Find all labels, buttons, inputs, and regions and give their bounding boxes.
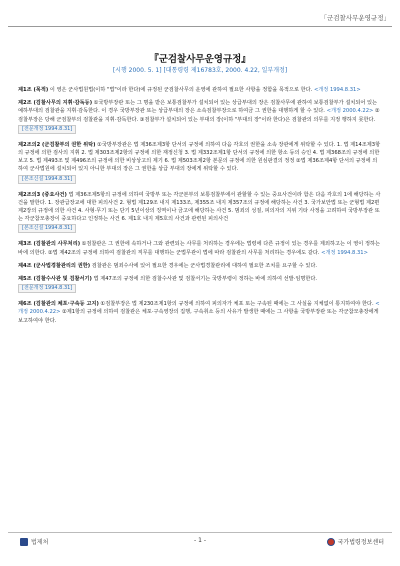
- footer-right: [327, 537, 384, 546]
- article-text: ①국방부장관은 법 제36조제3항 단서의 규정에 의하여 다음 각호의 권한을 소속 장관에게 위탁할 수 있다. 1. 법 제14조제3항의 규정에 의한 검사의 지휘 2. 법 제303조제2항의 규정에 의한 재정신청 3. 법 제332조제1항 단서의 규정에 의한 항소 등의 승인 4. 법 제368조의 규정에 의한 보고 5. 법 제493조 및 제496조의 규정에 의한 비상상고의 제기 6. 법 제503조제2항 본문의 규정에 의한 원심판결의 정정 ②법 제36조제4항 단서의 규정에 의하여 군사법원에 설치되어 있지 아니한 부대의 장은 그 권한을 상급 부대의 장에게 위탁할 수 있다.: [18, 141, 381, 173]
- article-heading: 제2조의2 (군검찰부의 권한 위탁): [18, 141, 96, 148]
- header-rule: [8, 26, 392, 27]
- amendment-note: <개정 2000.4.22>: [326, 108, 374, 115]
- article: [18, 300, 382, 325]
- article: [18, 99, 382, 136]
- doc-subtitle: [시행 2000. 5. 1] [대통령령 제16783호, 2000. 4.22, 일부개정]: [112, 67, 288, 74]
- article-text: ①검찰부장은 법 제230조제1항의 규정에 의하여 피의자가 체포 또는 구속된 때에는 그 사실을 지체없이 통지하여야 한다.: [98, 301, 374, 308]
- amendment-note: <개정 1994.8.31>: [313, 87, 361, 93]
- article-heading: 제2조 (검찰사무의 지휘·감독등): [18, 100, 93, 107]
- running-header: 「군검찰사무운영규정」: [320, 14, 390, 22]
- page-number: - 1 -: [194, 537, 206, 544]
- revision-tag: [전문개정 1994.8.31]: [18, 125, 76, 134]
- article-text: 법 제36조제5항의 규정에 의하여 국방부 또는 각군본부의 보통검찰부에서 관할할 수 있는 중요사건이라 함은 다음 각호의 1에 해당하는 사건을 말한다. 1. 장관급장교에 대한 피의사건 2. 형법 제129조 내지 제133조, 제355조 내지 제357조의 규정에 해당하는 사건 3. 국가보안법 또는 군형법 제2편제2장의 규정에 의한 사건 4. 사형·무기 또는 단기 5년이상의 징역이나 금고에 해당하는 사건 5. 범죄의 성질, 피의자의 지위 기타 사정을 고려하여 국방부장관 또는 각군참모총장이 중요하다고 인정하는 사건 6. 제1호 내지 제5호의 사건과 관련된 피의사건: [18, 191, 381, 223]
- article-heading: 제1조 (목적): [18, 87, 49, 93]
- footer-left-label: 법제처: [31, 539, 49, 546]
- article-text: 검찰관은 범죄수사에 있어 필요한 경우에는 군사법경찰관리에 대하여 필요한 조치를 요구할 수 있다.: [90, 262, 318, 269]
- article: [18, 191, 382, 236]
- article: [18, 262, 382, 270]
- article: [18, 86, 382, 94]
- article: [18, 141, 382, 186]
- article: [18, 275, 382, 295]
- amendment-note: <개정 1994.8.31>: [321, 249, 368, 256]
- article-heading: 제4조 (군사법경찰관리의 권한): [18, 262, 91, 269]
- article-heading: 제6조 (검찰관의 체포·구속등 고지): [18, 301, 99, 308]
- doc-title: 『군검찰사무운영규정』: [149, 54, 251, 65]
- amendment-note: <개정 2000.4.22>: [18, 301, 380, 316]
- article-heading: 제5조 (검찰수사관 및 검찰서기): [18, 276, 92, 283]
- article-text: 법 제47조의 규정에 의한 검찰수사관 및 검찰서기는 국방부령이 정하는 바에 의하여 선발·임명한다.: [91, 276, 318, 283]
- article-text: ①국방부장관 또는 그 명을 받은 보통검찰부가 설치되어 있는 상급부대의 장은 검찰사무에 관하여 보통검찰부가 설치되어 있는 예하부대의 검찰관을 지휘·감독한다. 이 경우 국방부장관 또는 상급부대의 장은 소속검찰부장으로 하여금 그 권한을 대행하게 할 수 있다.: [18, 100, 378, 115]
- article-heading: 제3조 (검찰관의 사무처리): [18, 241, 81, 248]
- revision-tag: [전문개정 1994.8.31]: [18, 284, 76, 293]
- article-text: 이 영은 군사법원법(이하 "법"이라 한다)에 규정된 군검찰사무의 운영에 관하여 필요한 사항을 정함을 목적으로 한다.: [48, 87, 313, 93]
- article-heading: 제2조의3 (중요사건): [18, 191, 67, 198]
- document-body: [18, 86, 382, 330]
- footer-rule: [8, 532, 392, 533]
- footer-right-label: 국가법령정보센터: [337, 539, 384, 546]
- revision-tag: [본조신설 1994.8.31]: [18, 175, 76, 184]
- revision-tag: [본조신설 1994.8.31]: [18, 224, 76, 233]
- article-text: ②제1항의 규정에 의하여 검찰관은 체포·구속영장의 집행, 구속취소 등의 사유가 발생한 때에는 그 사항을 국방부장관 또는 각군참모총장에게 보고하여야 한다.: [18, 309, 379, 324]
- article: [18, 240, 382, 256]
- article-text: ②검찰부장은 당해 군검찰부의 검찰관을 지휘·감독한다. ③검찰부가 설치되어 있는 부대의 장(이하 "부대의 장"이라 한다)은 검찰관의 의무를 지정 행하지 못한다.: [18, 108, 380, 123]
- article-text: ①검찰관은 그 권한에 속하거나 그와 관련되는 사무를 처리하는 경우에는 법령에 다른 규정이 있는 경우를 제외하고는 이 영이 정하는 바에 의한다. ②법 제42조의 규정에 의하여 검찰관의 직무를 대행하는 군법무관이 법에 따라 검찰관의 사무를 처리하는 경우에도 같다.: [18, 241, 381, 256]
- law-center-logo-icon: [327, 538, 335, 546]
